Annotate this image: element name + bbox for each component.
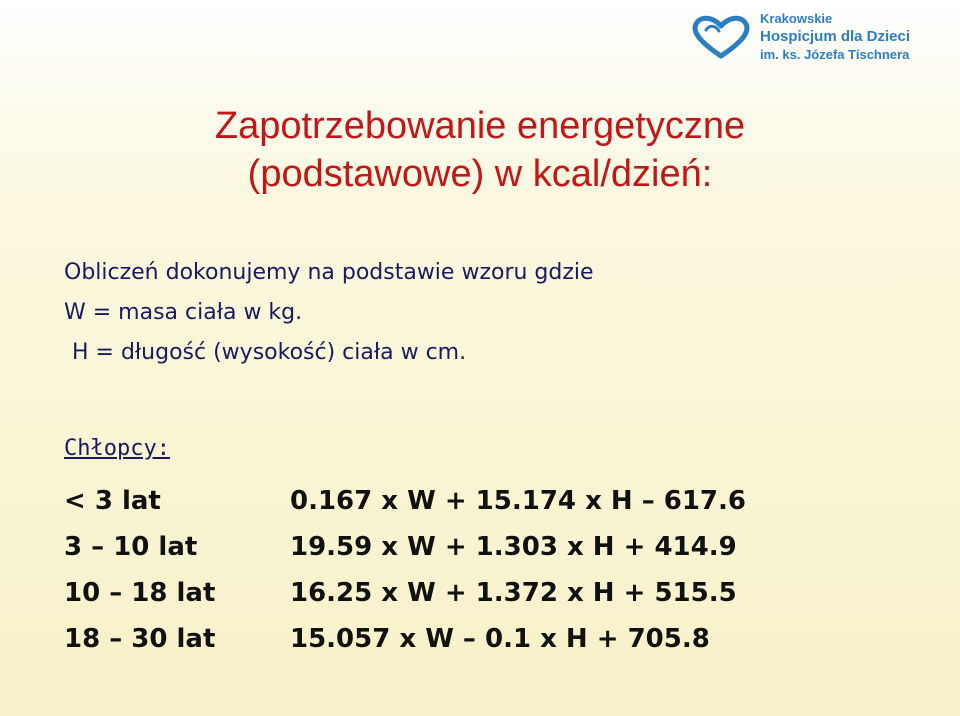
logo-line-1: Krakowskie	[760, 11, 833, 26]
logo-text	[760, 10, 910, 64]
formula-row	[64, 478, 746, 524]
formula: 15.057 x W – 0.1 x H + 705.8	[290, 624, 710, 654]
boys-heading: Chłopcy:	[64, 436, 170, 461]
formula-row	[64, 570, 746, 616]
intro-text	[64, 253, 594, 373]
logo-line-2: Hospicjum dla Dzieci	[760, 28, 911, 45]
intro-line-1: Obliczeń dokonujemy na podstawie wzoru gdzie	[64, 260, 594, 285]
age-range: < 3 lat	[64, 486, 161, 516]
page-title	[0, 102, 960, 198]
intro-line-3: H = długość (wysokość) ciała w cm.	[72, 340, 467, 365]
title-line-2: (podstawowe) w kcal/dzień:	[247, 153, 713, 195]
formula: 0.167 x W + 15.174 x H – 617.6	[290, 486, 746, 516]
age-range: 3 – 10 lat	[64, 532, 198, 562]
age-range: 18 – 30 lat	[64, 624, 216, 654]
age-range: 10 – 18 lat	[64, 578, 216, 608]
hospice-logo	[690, 10, 950, 70]
formula-row	[64, 616, 746, 662]
title-line-1: Zapotrzebowanie energetyczne	[214, 105, 746, 147]
formula-table	[64, 478, 746, 662]
heart-outline-icon	[690, 14, 752, 60]
formula-row	[64, 524, 746, 570]
formula: 16.25 x W + 1.372 x H + 515.5	[290, 578, 737, 608]
formula: 19.59 x W + 1.303 x H + 414.9	[290, 532, 737, 562]
intro-line-2: W = masa ciała w kg.	[64, 300, 303, 325]
logo-line-3: im. ks. Józefa Tischnera	[760, 47, 910, 62]
